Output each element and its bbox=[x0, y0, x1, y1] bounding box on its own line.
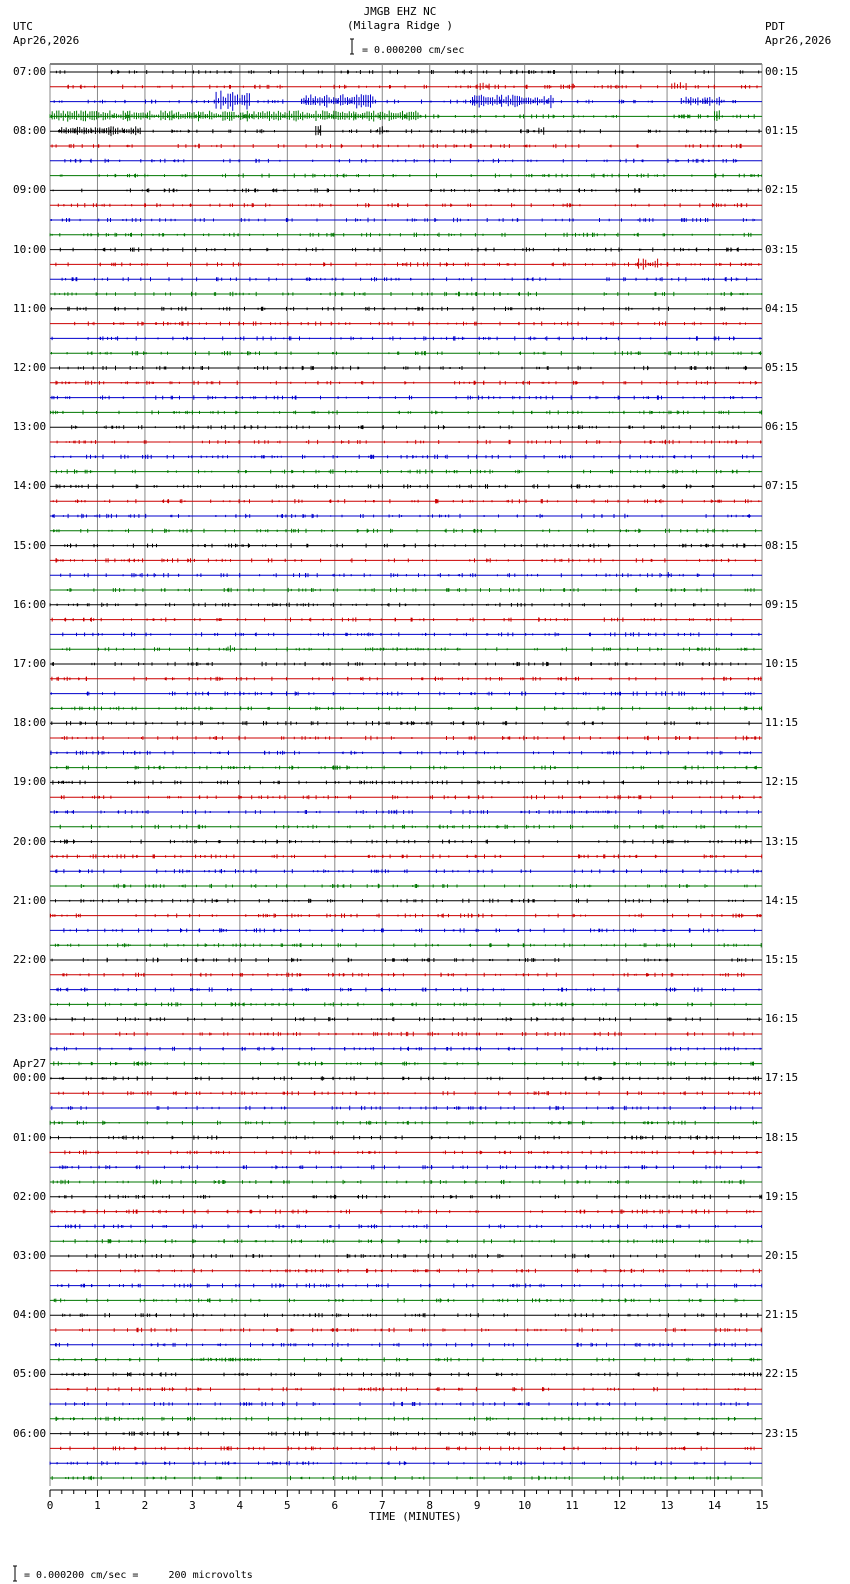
pdt-hour-label: 21:15 bbox=[765, 1308, 799, 1322]
pdt-hour-label: 18:15 bbox=[765, 1130, 799, 1144]
x-axis-title: TIME (MINUTES) bbox=[369, 1510, 462, 1523]
scale-bars bbox=[13, 39, 354, 1581]
x-tick-label: 2 bbox=[141, 1499, 149, 1512]
seismic-event bbox=[639, 259, 658, 270]
utc-hour-label: 09:00 bbox=[13, 183, 47, 197]
utc-hour-label: 19:00 bbox=[13, 775, 47, 789]
pdt-hour-label: 20:15 bbox=[765, 1249, 799, 1262]
x-tick-label: 0 bbox=[46, 1499, 54, 1512]
right-date: Apr26,2026 bbox=[765, 34, 832, 47]
seismic-event bbox=[216, 91, 249, 111]
utc-hour-label: 12:00 bbox=[13, 361, 47, 374]
pdt-hour-label: 09:15 bbox=[765, 597, 799, 611]
x-tick-label: 13 bbox=[660, 1499, 674, 1512]
station-location: (Milagra Ridge ) bbox=[347, 19, 453, 32]
utc-hour-label: 16:00 bbox=[13, 597, 47, 611]
utc-hour-label: 06:00 bbox=[13, 1426, 47, 1440]
utc-hour-label: 13:00 bbox=[13, 420, 47, 434]
x-tick-label: 15 bbox=[755, 1499, 769, 1512]
pdt-hour-label: 02:15 bbox=[765, 183, 799, 197]
utc-hour-label: 07:00 bbox=[13, 65, 47, 78]
x-tick-label: 10 bbox=[518, 1499, 532, 1512]
x-tick-label: 4 bbox=[236, 1499, 244, 1512]
time-gridlines bbox=[50, 64, 762, 1486]
x-tick-label: 8 bbox=[426, 1499, 434, 1512]
x-tick-label: 14 bbox=[707, 1499, 722, 1512]
left-date: Apr26,2026 bbox=[13, 34, 80, 47]
pdt-hour-label: 12:15 bbox=[765, 775, 799, 789]
pdt-hour-label: 19:15 bbox=[765, 1189, 799, 1203]
x-tick-label: 12 bbox=[612, 1499, 627, 1512]
utc-hour-label: 22:00 bbox=[13, 953, 47, 966]
pdt-hour-label: 17:15 bbox=[765, 1071, 799, 1085]
pdt-hour-label: 23:15 bbox=[765, 1426, 799, 1440]
pdt-hour-label: 03:15 bbox=[765, 242, 799, 256]
x-tick-label: 9 bbox=[473, 1499, 481, 1512]
utc-hour-label: 04:00 bbox=[13, 1308, 47, 1322]
pdt-hour-label: 06:15 bbox=[765, 420, 799, 434]
pdt-hour-label: 16:15 bbox=[765, 1012, 799, 1026]
pdt-hour-label: 15:15 bbox=[765, 953, 799, 966]
utc-hour-label: 03:00 bbox=[13, 1249, 47, 1262]
x-tick-label: 1 bbox=[94, 1499, 101, 1512]
utc-hour-label: 18:00 bbox=[13, 716, 47, 730]
x-tick-label: 3 bbox=[189, 1499, 196, 1512]
utc-hour-label: 02:00 bbox=[13, 1189, 47, 1203]
seismic-event bbox=[715, 110, 720, 121]
seismic-event bbox=[672, 82, 686, 90]
pdt-hour-label: 13:15 bbox=[765, 834, 799, 848]
right-timezone: PDT bbox=[765, 20, 785, 33]
utc-hour-label: 10:00 bbox=[13, 242, 47, 256]
seismic-event bbox=[378, 126, 383, 134]
pdt-hour-label: 14:15 bbox=[765, 893, 799, 907]
footer-scale-note: = 0.000200 cm/sec = 200 microvolts bbox=[24, 1570, 253, 1581]
x-axis bbox=[47, 1490, 769, 1512]
pdt-hour-label: 10:15 bbox=[765, 657, 799, 670]
utc-hour-label: 00:00 bbox=[13, 1071, 47, 1085]
pdt-hour-label: 07:15 bbox=[765, 479, 799, 493]
x-tick-label: 11 bbox=[565, 1499, 579, 1512]
pdt-hour-label: 22:15 bbox=[765, 1367, 799, 1381]
seismic-traces bbox=[50, 70, 762, 1480]
date-change-label: Apr27 bbox=[13, 1057, 47, 1071]
pdt-hour-label: 00:15 bbox=[765, 65, 799, 78]
pdt-hour-label: 01:15 bbox=[765, 124, 799, 138]
utc-hour-label: 15:00 bbox=[13, 538, 47, 552]
utc-hour-label: 11:00 bbox=[13, 301, 47, 315]
utc-hour-label: 08:00 bbox=[13, 124, 47, 138]
utc-hour-label: 01:00 bbox=[13, 1130, 47, 1144]
pdt-hour-label: 05:15 bbox=[765, 361, 799, 374]
pdt-hour-label: 04:15 bbox=[765, 301, 799, 315]
station-title: JMGB EHZ NC bbox=[363, 5, 437, 18]
utc-hour-label: 23:00 bbox=[13, 1012, 47, 1026]
seismic-event bbox=[572, 84, 574, 90]
pdt-hour-label: 08:15 bbox=[765, 538, 799, 552]
scale-label: = 0.000200 cm/sec bbox=[362, 45, 465, 56]
utc-hour-label: 14:00 bbox=[13, 479, 47, 493]
utc-hour-label: 17:00 bbox=[13, 657, 47, 670]
x-tick-label: 5 bbox=[284, 1499, 291, 1512]
pdt-hour-label: 11:15 bbox=[765, 716, 799, 730]
utc-hour-label: 05:00 bbox=[13, 1367, 47, 1381]
left-timezone: UTC bbox=[13, 20, 33, 33]
x-tick-label: 6 bbox=[331, 1499, 339, 1512]
utc-hour-label: 20:00 bbox=[13, 834, 47, 848]
utc-hour-label: 21:00 bbox=[13, 893, 47, 907]
seismic-event bbox=[228, 645, 233, 652]
x-tick-label: 7 bbox=[378, 1499, 386, 1512]
